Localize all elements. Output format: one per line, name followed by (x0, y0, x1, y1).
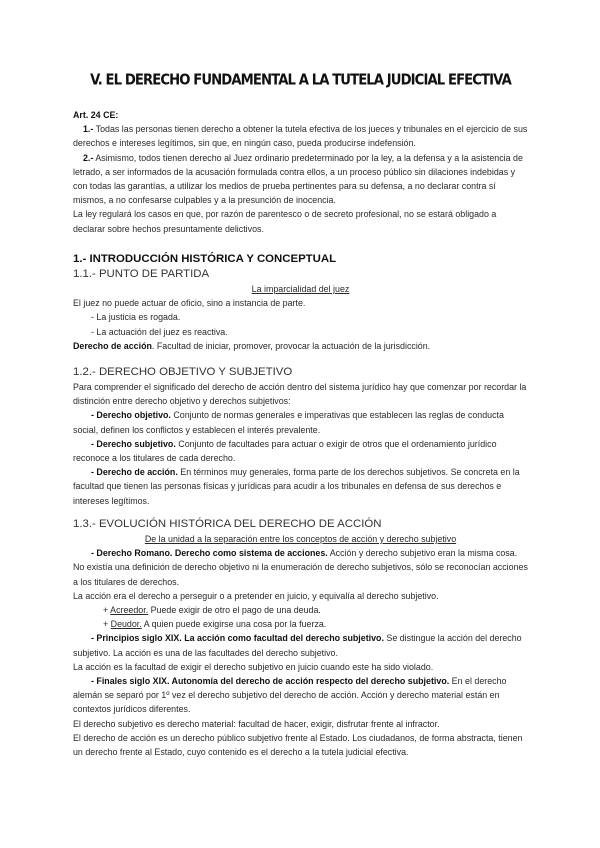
page-title: V. EL DERECHO FUNDAMENTAL A LA TUTELA JUDICIAL EFECTIVA (90, 72, 511, 89)
plus-bullet-icon: + (103, 619, 109, 630)
finales-xix-item (73, 674, 528, 717)
section-1 (73, 252, 528, 353)
term-text: Puede exigir de otro el pago de una deuda. (148, 605, 321, 616)
term-text: En el derecho alemán se separó por 1º vez el derecho subjetivo del derecho de acción. Acción y derecho material están en contextos jurídicos diferentes. (73, 676, 507, 715)
paragraph-text: Asimismo, todos tienen derecho al Juez ordinario predeterminado por la ley, a la defensa y a la asistencia de letrado, a ser informados de la acusación formulada contra ellos, a un proceso público sin dilaciones indebidas y con todas las garantías, a utilizar los medios de prueba pertinentes para su defensa, a no declarar contra sí mismos, a no confesarse culpables y a la presunción de inocencia. (73, 152, 523, 206)
list-item: - La justicia es rogada. (91, 312, 181, 323)
section-1-2 (73, 365, 528, 508)
paragraph-text: Todas las personas tienen derecho a obtener la tutela efectiva de los jueces y tribunales en el ejercicio de sus derechos e intereses legítimos, sin que, en ningún caso, pueda producirse indefensión. (73, 124, 528, 149)
derecho-accion-definition (73, 339, 528, 353)
term-text: Conjunto de facultades para actuar o exigir de otros que el ordenamiento jurídico reconoce a los titulares de cada derecho. (73, 438, 497, 464)
term-label: - Principios siglo XIX. La acción como facultad del derecho subjetivo. (91, 633, 384, 644)
term-text: Acción y derecho subjetivo eran la misma cosa. No existía una definición de derecho objetivo ni la enumeración de derecho subjetivos, sólo se reconocían acciones a los titulares de derechos. (73, 548, 528, 587)
term-label: - Derecho Romano. Derecho como sistema de acciones. (91, 548, 328, 559)
term-label: Derecho de acción (73, 340, 152, 351)
imparcialidad-subheading: La imparcialidad del juez (251, 284, 350, 294)
derecho-objetivo-item (73, 408, 528, 436)
term-label: - Derecho subjetivo. (91, 438, 176, 449)
term-text: En términos muy generales, forma parte de los derechos subjetivos. Se concreta en la facultad que tienen las personas físicas y jurídicas para acudir a los tribunales en defensa de sus derechos e intereses legítimos. (73, 467, 520, 506)
section-1-3-subheading: De la unidad a la separación entre los conceptos de acción y derecho subjetivo (144, 534, 457, 544)
section-1-heading: 1.- INTRODUCCIÓN HISTÓRICA Y CONCEPTUAL (73, 253, 337, 265)
term-label: - Derecho de acción. (91, 467, 178, 478)
term-text: . Facultad de iniciar, promover, provocar la actuación de la jurisdicción. (151, 340, 431, 351)
term-text: Se distingue la acción del derecho subjetivo. La acción es una de las facultades del derecho subjetivo. (73, 633, 522, 658)
term-text: Conjunto de normas generales e imperativas que establecen las reglas de conducta social, definen los conflictos y establecen el interés prevalente. (73, 410, 504, 435)
section-1-3-heading: 1.3.- EVOLUCIÓN HISTÓRICA DEL DERECHO DE ACCIÓN (73, 518, 382, 530)
derecho-publico-text: El derecho de acción es un derecho público subjetivo frente al Estado. Los ciudadanos, de forma abstracta, tienen un derecho frente al Estado, cuyo contenido es el derecho a la tutela judicial efectiva. (73, 732, 523, 758)
plus-bullet-icon: + (103, 605, 109, 616)
list-item: - La actuación del juez es reactiva. (91, 326, 228, 337)
accion-era-text: La acción era el derecho a perseguir o a pretender en juicio, y equivalía al derecho subjetivo. (73, 590, 439, 601)
derecho-subjetivo-item (73, 437, 528, 465)
paragraph-number: 2.- (83, 152, 94, 163)
paragraph-number: 1.- (83, 124, 94, 135)
section-1-3 (73, 517, 528, 759)
derecho-material-text: El derecho subjetivo es derecho material: facultad de hacer, exigir, disfrutar frente al infractor. (73, 718, 440, 729)
derecho-romano-item (73, 546, 528, 589)
article-heading: Art. 24 CE: (73, 110, 119, 120)
article-24-block (73, 108, 528, 236)
deudor-item (73, 617, 528, 631)
article-paragraph-2 (73, 151, 528, 208)
article-paragraph-1 (73, 122, 528, 150)
article-paragraph-3: La ley regulará los casos en que, por razón de parentesco o de secreto profesional, no se estará obligado a declarar sobre hechos presuntamente delictivos. (73, 209, 497, 234)
derecho-accion-item (73, 465, 528, 508)
section-1-1-heading: 1.1.- PUNTO DE PARTIDA (73, 268, 210, 280)
term-label: - Derecho objetivo. (91, 410, 171, 421)
term-text: A quien puede exigirse una cosa por la fuerza. (141, 619, 327, 630)
acreedor-item (73, 603, 528, 617)
term-label: Deudor. (110, 619, 142, 630)
accion-facultad-text: La acción es la facultad de exigir el derecho subjetivo en juicio cuando este ha sido violado. (73, 661, 434, 672)
term-label: Acreedor. (110, 605, 149, 616)
juez-text: El juez no puede actuar de oficio, sino a instancia de parte. (73, 298, 306, 309)
section-1-2-heading: 1.2.- DERECHO OBJETIVO Y SUBJETIVO (73, 366, 293, 378)
term-label: - Finales siglo XIX. Autonomía del derecho de acción respecto del derecho subjetivo. (91, 676, 450, 687)
siglo-xix-item (73, 631, 528, 659)
section-1-2-intro: Para comprender el significado del derecho de acción dentro del sistema jurídico hay que comenzar por recordar la distinción entre derecho objetivo y derechos subjetivos: (73, 382, 527, 407)
